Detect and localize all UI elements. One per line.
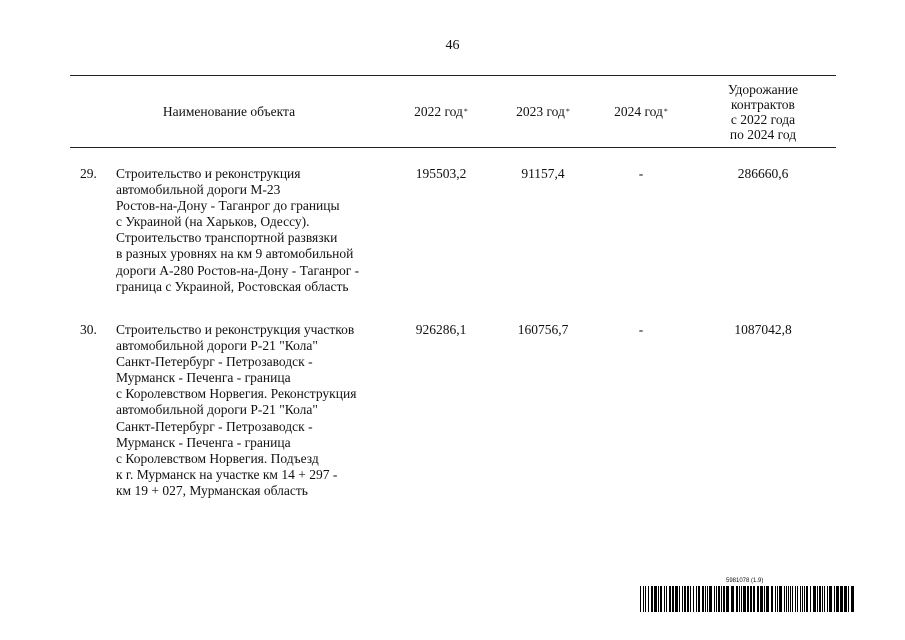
barcode-label: 5981078 (1.9) xyxy=(726,578,764,584)
barcode-icon xyxy=(640,586,856,612)
header-2024 xyxy=(592,76,690,147)
footnote-star: * xyxy=(663,107,668,116)
row-description: Строительство и реконструкция участков автомобильной дороги Р-21 "Кола" Санкт-Петербург - Петрозаводск - Мурманск - Печенга - граница с Королевством Норвегия. Реконструкция автомобильной дороги Р-21 "Кола" Санкт-Петербург - Петрозаводск - Мурманск - Печенга - граница с Королевством Норвегия. Подъезд к г. Мурманск на участке км 14 + 297 - км 19 + 027, Мурманская область xyxy=(116,322,357,498)
header-increase: Удорожание контрактов с 2022 года по 2024 год xyxy=(727,81,799,142)
value-2023: 91157,4 xyxy=(521,166,565,181)
header-2022 xyxy=(388,76,494,147)
value-2022: 926286,1 xyxy=(415,322,467,337)
header-2024-label: 2024 год xyxy=(614,104,663,119)
value-2023: 160756,7 xyxy=(517,322,569,337)
row-number: 30. xyxy=(80,322,97,337)
header-name xyxy=(70,76,388,147)
row-number: 29. xyxy=(80,166,97,181)
row-description: Строительство и реконструкция автомобильной дороги М-23 Ростов-на-Дону - Таганрог до границы с Украиной (на Харьков, Одессу). Строительство транспортной развязки в разных уровнях на км 9 автомобильной дороги А-280 Ростов-на-Дону - Таганрог - граница с Украиной, Ростовская область xyxy=(116,166,360,294)
value-increase: 286660,6 xyxy=(737,166,789,181)
page-number: 46 xyxy=(445,38,460,53)
data-table xyxy=(70,75,836,498)
header-2023 xyxy=(494,76,592,147)
value-increase: 1087042,8 xyxy=(734,322,792,337)
table-header xyxy=(70,75,836,148)
value-2022: 195503,2 xyxy=(415,166,467,181)
header-2022-label: 2022 год xyxy=(414,104,463,119)
value-2024: - xyxy=(638,322,644,337)
footnote-star: * xyxy=(565,107,570,116)
header-2023-label: 2023 год xyxy=(516,104,565,119)
footnote-star: * xyxy=(463,107,468,116)
header-name-label: Наименование объекта xyxy=(162,104,296,119)
value-2024: - xyxy=(638,166,644,181)
